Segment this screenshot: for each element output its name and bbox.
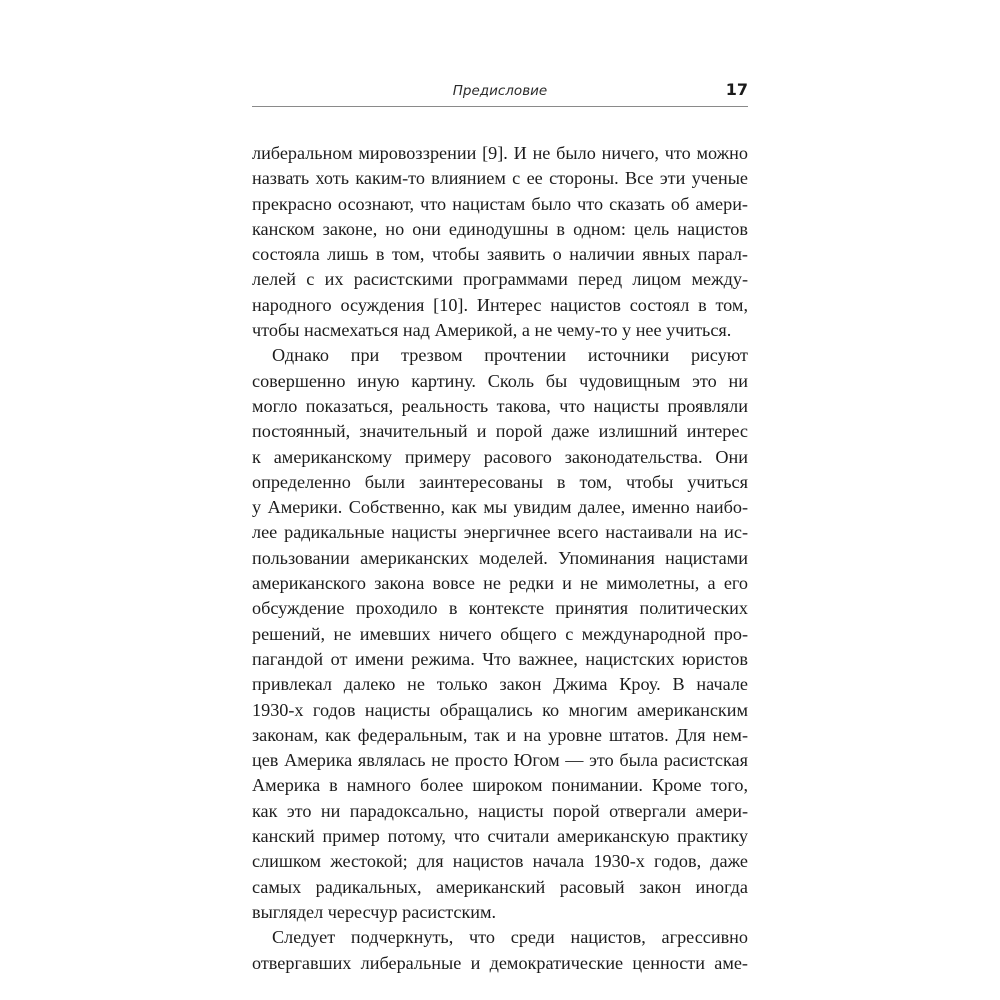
paragraph xyxy=(252,925,748,976)
text-line: лелей с их расистскими программами перед лицом между- xyxy=(252,269,748,290)
text-line: народного осуждения [10]. Интерес нацистов состоял в том, xyxy=(252,294,748,315)
text-line: выглядел чересчур расистским. xyxy=(252,901,497,922)
text-line: могло показаться, реальность такова, что нацисты проявляли xyxy=(252,395,748,416)
text-line: прекрасно осознают, что нацистам было что сказать об амери- xyxy=(252,193,748,214)
text-line: американского закона вовсе не редки и не мимолетны, а его xyxy=(252,573,748,594)
body-text xyxy=(252,141,748,976)
text-line: лее радикальные нацисты энергичнее всего настаивали на ис- xyxy=(252,522,748,543)
text-line: решений, не имевших ничего общего с международной про- xyxy=(252,623,748,644)
text-line: обсуждение проходило в контексте принятия политических xyxy=(252,598,748,619)
text-line: чтобы насмехаться над Америкой, а не чему-то у нее учиться. xyxy=(252,320,732,341)
text-line: состояла лишь в том, чтобы заявить о наличии явных парал- xyxy=(252,244,748,265)
section-title: Предисловие xyxy=(452,83,548,99)
text-line: отвергавших либеральные и демократические ценности аме- xyxy=(252,952,748,973)
text-line: 1930-х годов нацисты обращались ко многим американским xyxy=(252,699,748,720)
text-line: назвать хоть каким-то влиянием с ее стороны. Все эти ученые xyxy=(252,168,748,189)
text-line: у Америки. Собственно, как мы увидим далее, именно наибо- xyxy=(252,497,748,518)
page-number: 17 xyxy=(725,80,748,99)
text-line: законам, как федеральным, так и на уровне штатов. Для нем- xyxy=(252,724,748,745)
text-line: Следует подчеркнуть, что среди нацистов, агрессивно xyxy=(272,927,748,948)
text-line: Однако при трезвом прочтении источники рисуют xyxy=(272,345,748,366)
text-line: определенно были заинтересованы в том, чтобы учиться xyxy=(252,471,748,492)
text-line: слишком жестокой; для нацистов начала 1930-х годов, даже xyxy=(252,851,748,872)
running-header xyxy=(252,80,748,107)
text-line: цев Америка являлась не просто Югом — это была расистская xyxy=(252,750,748,771)
text-line: самых радикальных, американский расовый закон иногда xyxy=(252,876,748,897)
text-line: как это ни парадоксально, нацисты порой отвергали амери- xyxy=(252,800,748,821)
text-line: Америка в намного более широком понимании. Кроме того, xyxy=(252,775,748,796)
paragraph xyxy=(252,141,748,343)
text-line: канский пример потому, что считали американскую практику xyxy=(252,826,748,847)
text-line: пагандой от имени режима. Что важнее, нацистских юристов xyxy=(252,648,748,669)
text-line: привлекал далеко не только закон Джима Кроу. В начале xyxy=(252,674,748,695)
text-line: к американскому примеру расового законодательства. Они xyxy=(252,446,748,467)
text-line: канском законе, но они единодушны в одном: цель нацистов xyxy=(252,218,748,239)
paragraph xyxy=(252,343,748,925)
text-line: либеральном мировоззрении [9]. И не было ничего, что можно xyxy=(252,143,748,163)
text-line: пользовании американских моделей. Упоминания нацистами xyxy=(252,547,748,568)
text-line: совершенно иную картину. Сколь бы чудовищным это ни xyxy=(252,370,748,391)
text-line: постоянный, значительный и порой даже излишний интерес xyxy=(252,421,748,442)
